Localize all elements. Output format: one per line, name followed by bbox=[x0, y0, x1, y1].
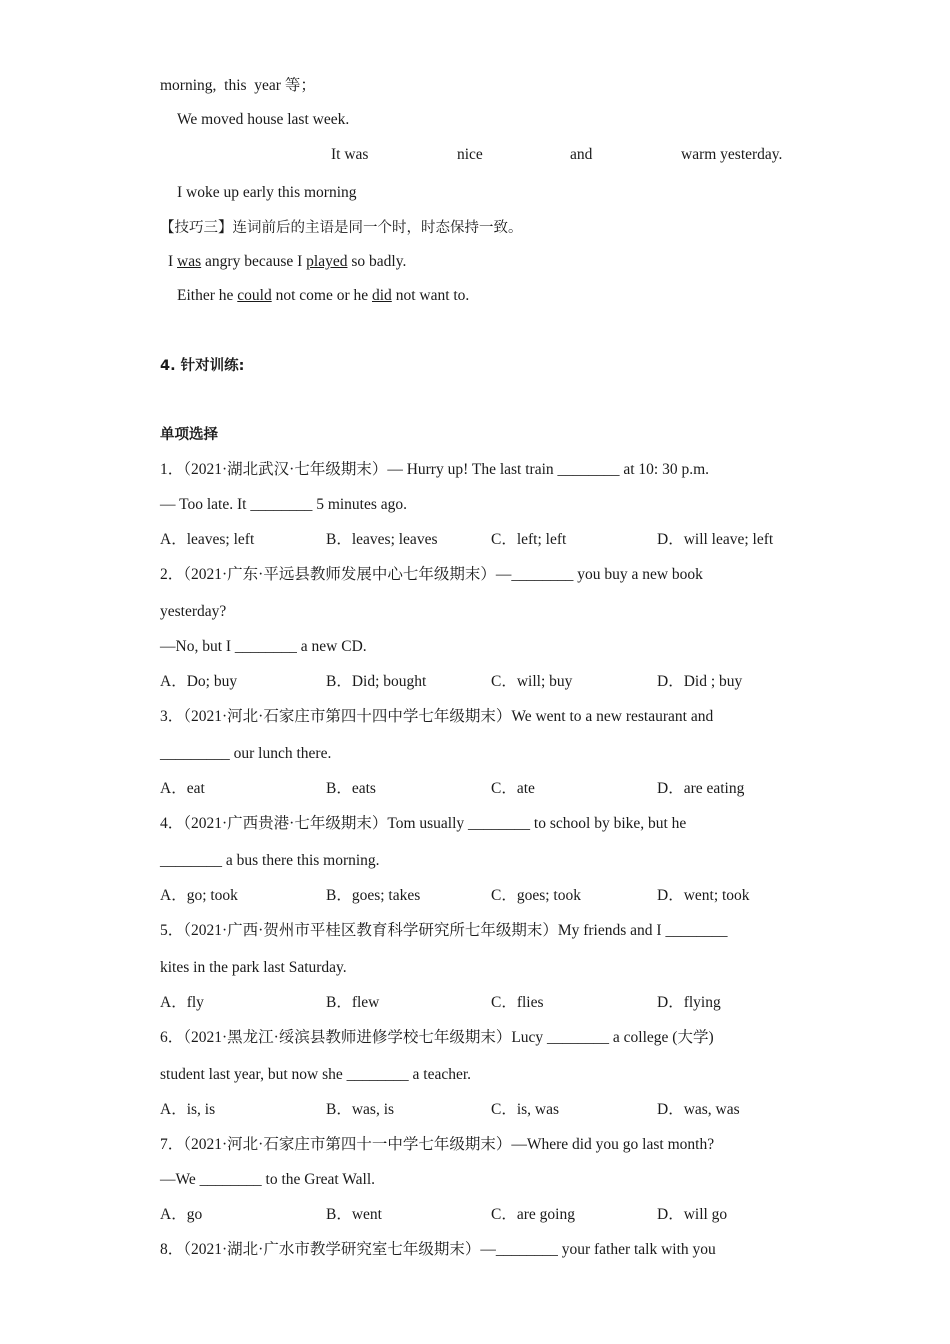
option-d[interactable]: D．are eating bbox=[657, 780, 745, 797]
example-sentence-4 bbox=[168, 252, 406, 272]
question-1-stem: 1．（2021·湖北武汉·七年级期末）— Hurry up! The last train ________ at 10: 30 p.m. bbox=[160, 461, 710, 478]
underlined-verb: could bbox=[237, 287, 272, 304]
example-word: warm yesterday. bbox=[681, 146, 783, 163]
option-c[interactable]: C．left; left bbox=[491, 531, 567, 548]
text-segment: not come or he bbox=[271, 287, 372, 304]
option-b[interactable]: B．leaves; leaves bbox=[326, 531, 438, 548]
question-3-line-2: _________ our lunch there. bbox=[160, 745, 332, 762]
subsection-title: 单项选择 bbox=[160, 427, 218, 443]
option-b[interactable]: B．was, is bbox=[326, 1101, 395, 1118]
example-word: and bbox=[570, 146, 593, 163]
question-1-line-2: — Too late. It ________ 5 minutes ago. bbox=[160, 496, 408, 513]
question-6-line-2: student last year, but now she ________ a teacher. bbox=[160, 1066, 472, 1083]
text-segment: so badly. bbox=[347, 253, 407, 270]
option-a[interactable]: A．Do; buy bbox=[160, 673, 238, 690]
option-a[interactable]: A．leaves; left bbox=[160, 531, 255, 548]
question-5-line-2: kites in the park last Saturday. bbox=[160, 959, 347, 976]
question-2-stem: 2．（2021·广东·平远县教师发展中心七年级期末）—________ you buy a new book bbox=[160, 566, 703, 583]
option-b[interactable]: B．flew bbox=[326, 994, 380, 1011]
underlined-verb: played bbox=[306, 253, 348, 270]
option-a[interactable]: A．go; took bbox=[160, 887, 238, 904]
option-d[interactable]: D．Did ; buy bbox=[657, 673, 743, 690]
option-a[interactable]: A．go bbox=[160, 1206, 203, 1223]
option-b[interactable]: B．eats bbox=[326, 780, 376, 797]
option-d[interactable]: D．will go bbox=[657, 1206, 728, 1223]
option-c[interactable]: C．are going bbox=[491, 1206, 575, 1223]
option-b[interactable]: B．went bbox=[326, 1206, 382, 1223]
option-a[interactable]: A．fly bbox=[160, 994, 204, 1011]
section-title: 4. 针对训练: bbox=[160, 358, 245, 374]
option-b[interactable]: B．goes; takes bbox=[326, 887, 421, 904]
example-word: nice bbox=[457, 146, 483, 163]
question-2-line-3: —No, but I ________ a new CD. bbox=[160, 638, 367, 655]
question-4-stem: 4．（2021·广西贵港·七年级期末）Tom usually ________ to school by bike, but he bbox=[160, 815, 687, 832]
text-segment: Either he bbox=[177, 287, 238, 304]
question-8-stem: 8．（2021·湖北·广水市教学研究室七年级期末）—________ your father talk with you bbox=[160, 1241, 716, 1258]
tip-three: 【技巧三】连词前后的主语是同一个时，时态保持一致。 bbox=[160, 220, 523, 236]
example-sentence-1: We moved house last week. bbox=[177, 111, 350, 128]
underlined-verb: did bbox=[372, 287, 392, 304]
example-word: It was bbox=[331, 146, 369, 163]
example-sentence-5 bbox=[177, 286, 469, 306]
question-7-line-2: —We ________ to the Great Wall. bbox=[160, 1171, 376, 1188]
question-2-line-2: yesterday? bbox=[160, 603, 227, 620]
option-a[interactable]: A．eat bbox=[160, 780, 205, 797]
question-4-line-2: ________ a bus there this morning. bbox=[160, 852, 380, 869]
option-d[interactable]: D．went; took bbox=[657, 887, 750, 904]
text-segment: angry because I bbox=[201, 253, 307, 270]
intro-line-1: morning, this year 等； bbox=[160, 77, 316, 94]
option-b[interactable]: B．Did; bought bbox=[326, 673, 427, 690]
option-c[interactable]: C．goes; took bbox=[491, 887, 581, 904]
question-7-stem: 7．（2021·河北·石家庄市第四十一中学七年级期末）—Where did you go last month? bbox=[160, 1136, 715, 1153]
option-c[interactable]: C．will; buy bbox=[491, 673, 573, 690]
question-3-stem: 3．（2021·河北·石家庄市第四十四中学七年级期末）We went to a new restaurant and bbox=[160, 708, 714, 725]
underlined-verb: was bbox=[177, 253, 202, 270]
question-5-stem: 5．（2021·广西·贺州市平桂区教育科学研究所七年级期末）My friends and I ________ bbox=[160, 922, 728, 939]
option-d[interactable]: D．was, was bbox=[657, 1101, 740, 1118]
text-segment: I bbox=[168, 253, 178, 270]
option-d[interactable]: D．flying bbox=[657, 994, 721, 1011]
example-sentence-3: I woke up early this morning bbox=[177, 184, 357, 201]
option-d[interactable]: D．will leave; left bbox=[657, 531, 774, 548]
option-c[interactable]: C．ate bbox=[491, 780, 535, 797]
option-a[interactable]: A．is, is bbox=[160, 1101, 216, 1118]
option-c[interactable]: C．is, was bbox=[491, 1101, 560, 1118]
text-segment: not want to. bbox=[391, 287, 470, 304]
option-c[interactable]: C．flies bbox=[491, 994, 544, 1011]
question-6-stem: 6．（2021·黑龙江·绥滨县教师进修学校七年级期末）Lucy ________ a college (大学) bbox=[160, 1029, 714, 1046]
